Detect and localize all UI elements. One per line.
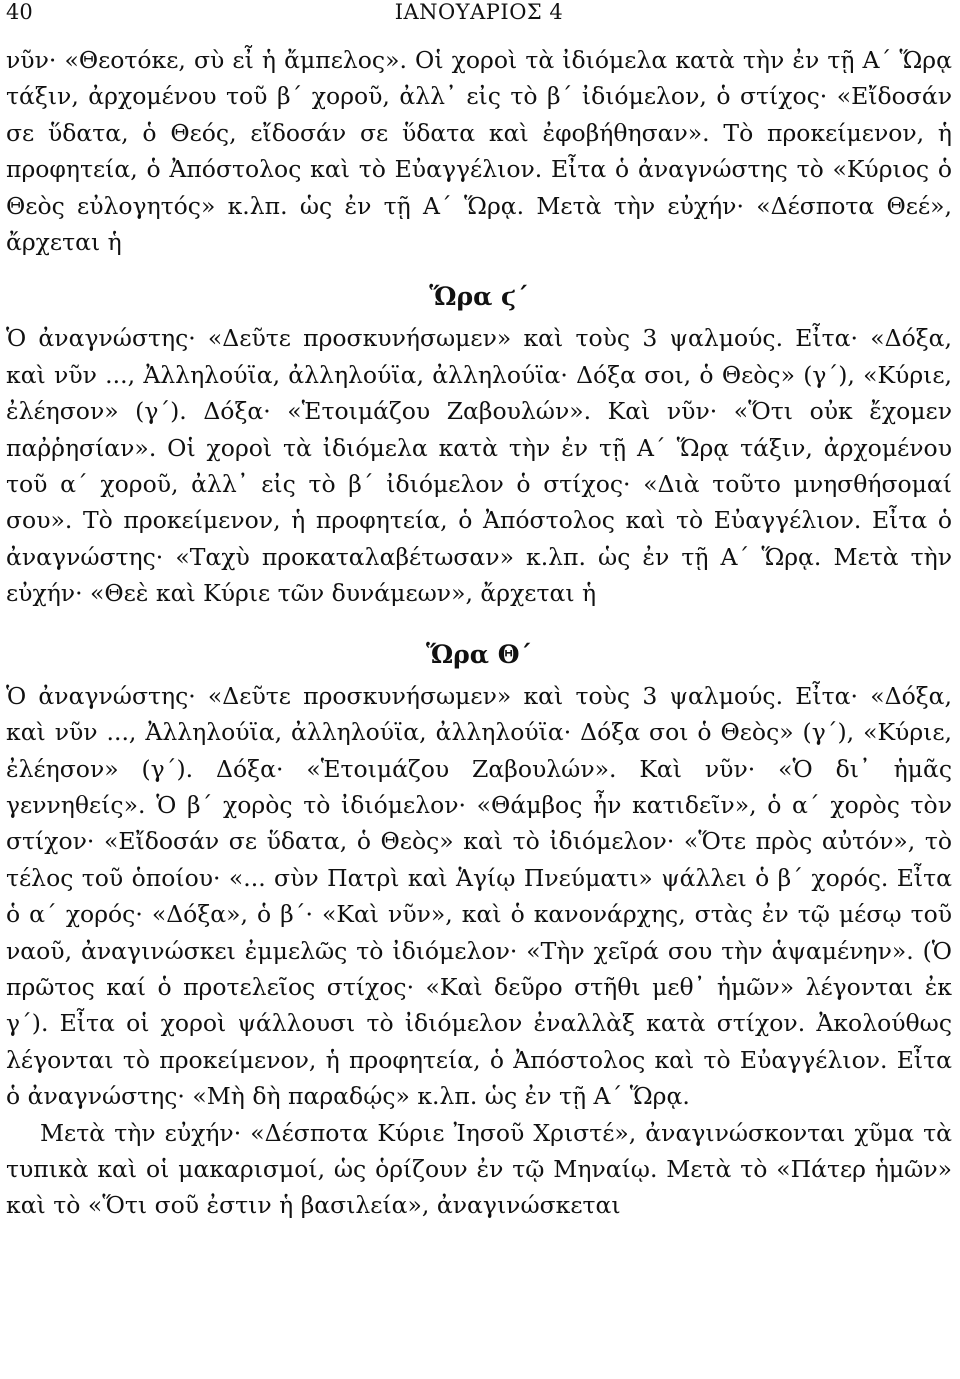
section-heading-sixth-hour: Ὥρα ϛ΄: [429, 282, 529, 312]
paragraph-sixth-hour: Ὁ ἀναγνώστης· «Δεῦτε προσκυνήσωμεν» καὶ τοὺς 3 ψαλμούς. Εἶτα· «Δόξα, καὶ νῦν ..., Ἀλληλούϊα, ἀλληλούϊα, ἀλληλούϊα· Δόξα σοι, ὁ Θεὸς» (γ΄), «Κύριε, ἐλέησον» (γ΄). Δόξα· «Ἑτοιμάζου Ζαβουλών». Καὶ νῦν· «Ὅτι οὐκ ἔχομεν παῤῥησίαν». Οἱ χοροὶ τὰ ἰδιόμελα κατὰ τὴν ἐν τῇ Α΄ Ὥρᾳ τάξιν, ἀρχομένου τοῦ α΄ χοροῦ, ἀλλ᾽ εἰς τὸ β΄ ἰδιόμελον ὁ στίχος· «Διὰ τοῦτο μνησθήσομαί σου». Τὸ προκείμενον, ἡ προφητεία, ὁ Ἀπόστολος καὶ τὸ Εὐαγγέλιον. Εἶτα ὁ ἀναγνώστης· «Ταχὺ προκαταλαβέτωσαν» κ.λπ. ὡς ἐν τῇ Α΄ Ὥρᾳ. Μετὰ τὴν εὐχήν· «Θεὲ καὶ Κύριε τῶν δυνάμεων», ἄρχεται ἡ: [6, 324, 952, 608]
page-header: [6, 0, 952, 28]
paragraph-after-prayer: Μετὰ τὴν εὐχήν· «Δέσποτα Κύριε Ἰησοῦ Χριστέ», ἀναγινώσκονται χῦμα τὰ τυπικὰ καὶ οἱ μακαρισμοί, ὡς ὁρίζουν ἐν τῷ Μηναίῳ. Μετὰ τὸ «Πάτερ ἡμῶν» καὶ τὸ «Ὅτι σοῦ ἐστιν ἡ βασιλεία», ἀναγινώσκεται: [6, 1118, 952, 1220]
paragraph-sixth-hour-intro: νῦν· «Θεοτόκε, σὺ εἶ ἡ ἄμπελος». Οἱ χοροὶ τὰ ἰδιόμελα κατὰ τὴν ἐν τῇ Α΄ Ὥρᾳ τάξιν, ἀρχομένου τοῦ β΄ χοροῦ, ἀλλ᾽ εἰς τὸ β΄ ἰδιόμελον, ὁ στίχος· «Εἴδοσάν σε ὕδατα, ὁ Θεός, εἴδοσάν σε ὕδατα καὶ ἐφοβήθησαν». Τὸ προκείμενον, ἡ προφητεία, ὁ Ἀπόστολος καὶ τὸ Εὐαγγέλιον. Εἶτα ὁ ἀναγνώστης τὸ «Κύριος ὁ Θεὸς εὐλογητός» κ.λπ. ὡς ἐν τῇ Α΄ Ὥρᾳ. Μετὰ τὴν εὐχήν· «Δέσποτα Θεέ», ἄρχεται ἡ: [6, 46, 952, 257]
page-body: [6, 42, 952, 1224]
paragraph-ninth-hour: Ὁ ἀναγνώστης· «Δεῦτε προσκυνήσωμεν» καὶ τοὺς 3 ψαλμούς. Εἶτα· «Δόξα, καὶ νῦν ..., Ἀλληλούϊα, ἀλληλούϊα, ἀλληλούϊα· Δόξα σοι ὁ Θεὸς» (γ΄), «Κύριε, ἐλέησον» (γ΄). Δόξα· «Ἑτοιμάζου Ζαβουλών». Καὶ νῦν· «Ὁ δι᾽ ἡμᾶς γεννηθείς». Ὁ β΄ χορὸς τὸ ἰδιόμελον· «Θάμβος ἦν κατιδεῖν», ὁ α΄ χορὸς τὸν στίχον· «Εἴδοσάν σε ὕδατα, ὁ Θεὸς» καὶ τὸ ἰδιόμελον· «Ὅτε πρὸς αὐτόν», τὸ τέλος τοῦ ὁποίου· «... σὺν Πατρὶ καὶ Ἁγίῳ Πνεύματι» ψάλλει ὁ β΄ χορός. Εἶτα ὁ α΄ χορός· «Δόξα», ὁ β΄· «Καὶ νῦν», καὶ ὁ κανονάρχης, στὰς ἐν τῷ μέσῳ τοῦ ναοῦ, ἀναγινώσκει ἐμμελῶς τὸ ἰδιόμελον· «Τὴν χεῖρά σου τὴν ἁψαμένην». (Ὁ πρῶτος καί ὁ προτελεῖος στίχος· «Καὶ δεῦρο στῆθι μεθ᾽ ἡμῶν» λέγονται ἐκ γ΄). Εἶτα οἱ χοροὶ ψάλλουσι τὸ ἰδιόμελον ἐναλλὰξ κατὰ στίχον. Ἀκολούθως λέγονται τὸ προκείμενον, ἡ προφητεία, ὁ Ἀπόστολος καὶ τὸ Εὐαγγέλιον. Εἶτα ὁ ἀναγνώστης· «Μὴ δὴ παραδῴς» κ.λπ. ὡς ἐν τῇ Α΄ Ὥρᾳ.: [6, 681, 952, 1111]
section-heading-ninth-hour: Ὥρα Θ΄: [425, 639, 533, 669]
page-number: 40: [6, 0, 33, 24]
running-title: ΙΑΝΟΥΑΡΙΟΣ 4: [394, 0, 564, 24]
